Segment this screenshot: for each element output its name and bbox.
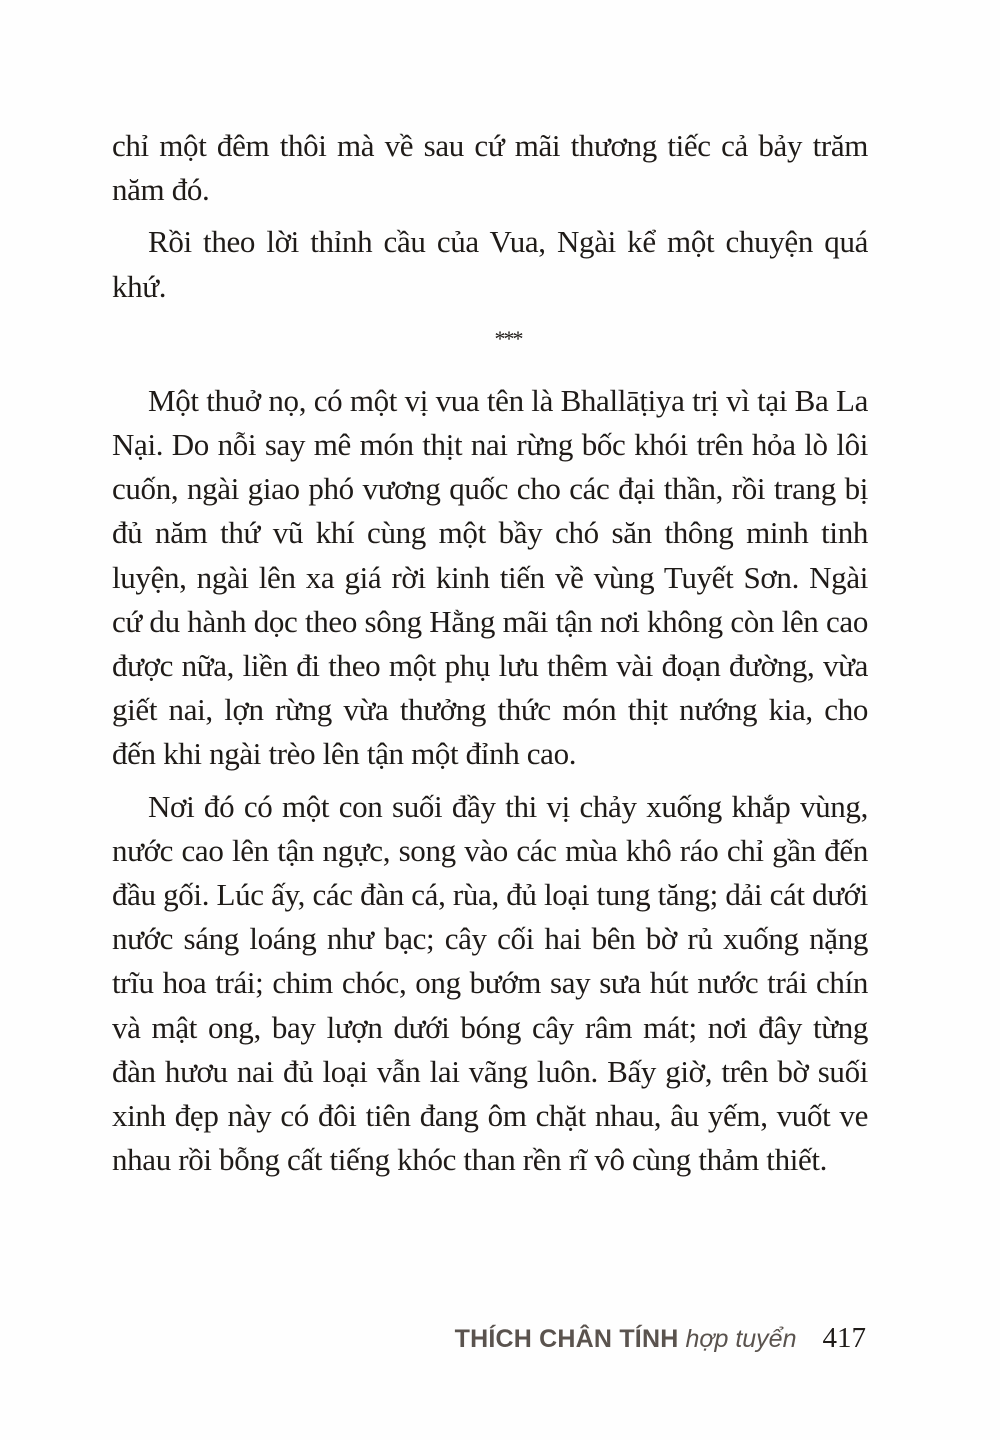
section-break-asterism: ***: [494, 325, 522, 351]
paragraph-stream-description: Nơi đó có một con suối đầy thi vị chảy xuống khắp vùng, nước cao lên tận ngực, song vào các mùa khô ráo chỉ gần đến đầu gối. Lúc ấy, các đàn cá, rùa, đủ loại tung tăng; dải cát dưới nước sáng loáng như bạc; cây cối hai bên bờ rủ xuống nặng trĩu hoa trái; chim chóc, ong bướm say sưa hút nước trái chín và mật ong, bay lượn dưới bóng cây râm mát; nơi đây từng đàn hươu nai đủ loại vẫn lai vãng luôn. Bấy giờ, trên bờ suối xinh đẹp này có đôi tiên đang ôm chặt nhau, âu yếm, vuốt ve nhau rồi bỗng cất tiếng khóc than rền rĩ vô cùng thảm thiết.: [112, 788, 868, 1178]
paragraph-king-bhallatiya: Một thuở nọ, có một vị vua tên là Bhallāṭiya trị vì tại Ba La Nại. Do nỗi say mê món thịt nai rừng bốc khói trên hỏa lò lôi cuốn, ngài giao phó vương quốc cho các đại thần, rồi trang bị đủ năm thứ vũ khí cùng một bầy chó săn thông minh tinh luyện, ngài lên xa giá rời kinh tiến về vùng Tuyết Sơn. Ngài cứ du hành dọc theo sông Hằng mãi tận nơi không còn lên cao được nữa, liền đi theo một phụ lưu thêm vài đoạn đường, vừa giết nai, lợn rừng vừa thưởng thức món thịt nướng kia, cho đến khi ngài trèo lên tận một đỉnh cao.: [112, 382, 868, 772]
page-footer: [455, 1322, 866, 1362]
paragraph-continuation: chỉ một đêm thôi mà về sau cứ mãi thương tiếc cả bảy trăm năm đó.: [112, 128, 868, 208]
paragraph-king-request: Rồi theo lời thỉnh cầu của Vua, Ngài kể một chuyện quá khứ.: [112, 224, 868, 304]
body-text: [112, 124, 868, 1182]
page-number: 417: [822, 1322, 866, 1354]
footer-subtitle: hợp tuyển: [685, 1325, 797, 1353]
footer-author: THÍCH CHÂN TÍNH: [454, 1325, 679, 1353]
